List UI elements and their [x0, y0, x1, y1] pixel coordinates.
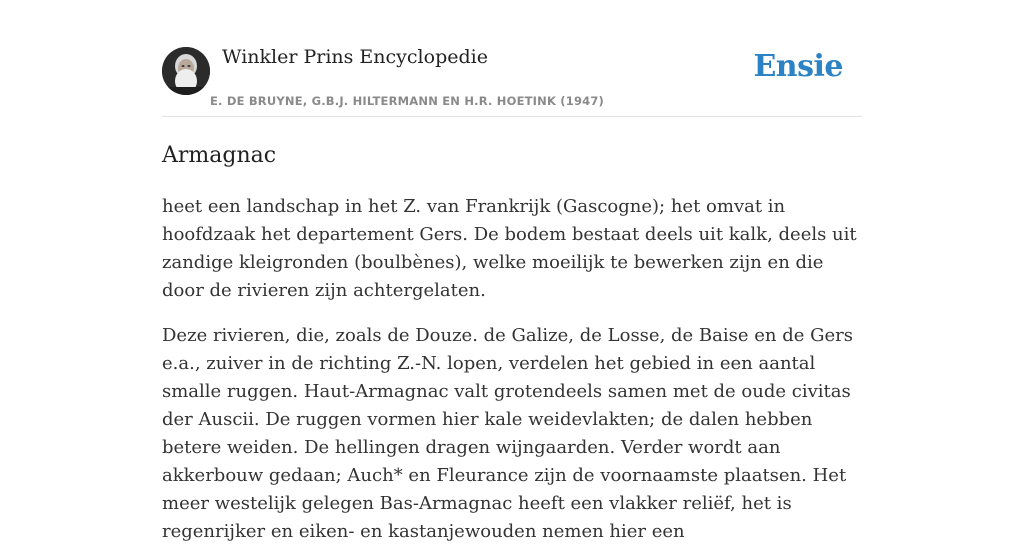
article-paragraph: heet een landschap in het Z. van Frankrijk (Gascogne); het omvat in hoofdzaak het departement Gers. De bodem bestaat deels uit kalk, deels uit zandige kleigronden (boulbènes), welke moeilijk te bewerken zijn en die door de rivieren zijn achtergelaten.: [162, 196, 857, 301]
author-avatar: [162, 47, 210, 95]
article-title: Armagnac: [162, 143, 277, 168]
page: [162, 0, 862, 546]
authors-line: E. DE BRUYNE, G.B.J. HILTERMANN EN H.R. HOETINK (1947): [210, 94, 605, 108]
portrait-image: [162, 47, 210, 95]
header: [162, 0, 862, 117]
brand-logo[interactable]: Ensie: [753, 49, 843, 84]
book-title[interactable]: Winkler Prins Encyclopedie: [222, 46, 488, 68]
article-paragraph: Deze rivieren, die, zoals de Douze. de Galize, de Losse, de Baise en de Gers e.a., zuiver in de richting Z.-N. lopen, verdelen het gebied in een aantal smalle ruggen. Haut-Armagnac valt grotendeels samen met de oude civitas der Auscii. De ruggen vormen hier kale weidevlakten; de dalen hebben betere weiden. De hellingen dragen wijngaarden. Verder wordt aan akkerbouw gedaan; Auch* en Fleurance zijn de voornaamste plaatsen. Het meer westelijk gelegen Bas-Armagnac heeft een vlakker reliëf, het is regenrijker en eiken- en kastanjewouden nemen hier een: [162, 325, 853, 542]
